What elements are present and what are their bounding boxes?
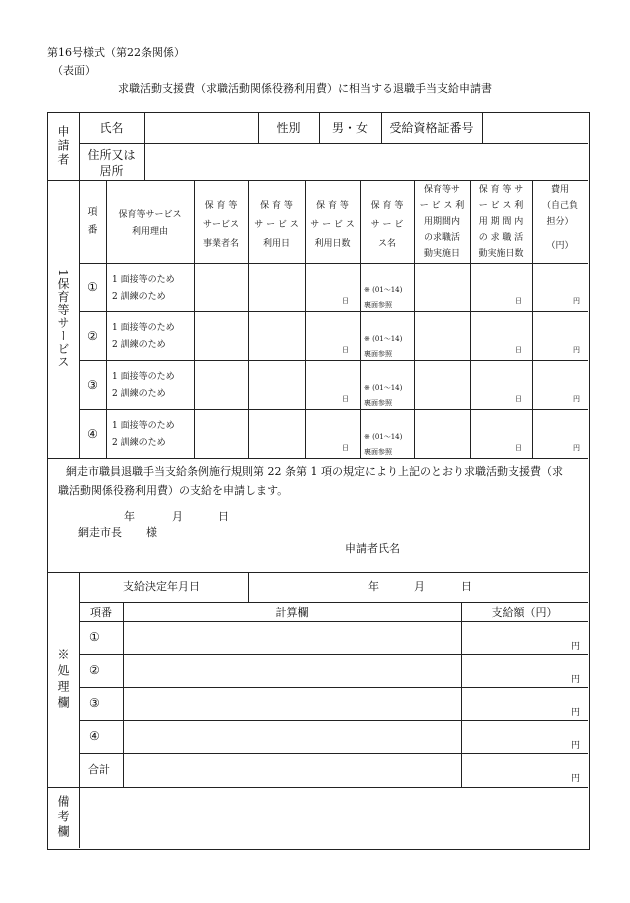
yen-unit: 円 — [571, 741, 581, 751]
row-number: ① — [89, 630, 100, 644]
activity-days-unit: 日 — [515, 297, 522, 305]
gender-label: 性別 — [276, 121, 301, 135]
name-field[interactable] — [145, 113, 257, 142]
header-activity-days: 保 育 等 サ ー ビ ス 利 用 期 間 内 の 求 職 活 動実施日数 — [478, 185, 524, 259]
header-cost: 費用 （自己負 担分） （円） — [541, 185, 578, 251]
row-number: ② — [89, 663, 100, 677]
amount-header: 支給額（円） — [491, 605, 558, 619]
service-name-note: ※ (01～14) 裏面参照 — [364, 433, 403, 456]
yen-unit: 円 — [571, 708, 581, 718]
activity-days-unit: 日 — [515, 395, 522, 403]
days-unit: 日 — [342, 444, 349, 452]
address-field[interactable] — [145, 144, 587, 179]
row-total-label: 合計 — [88, 763, 110, 776]
row-number: ② — [87, 328, 98, 343]
activity-days-unit: 日 — [515, 444, 522, 452]
remarks-field[interactable] — [80, 788, 587, 847]
applicant-section-label: 申請者 — [56, 125, 70, 167]
decision-day: 日 — [461, 580, 472, 593]
decision-year: 年 — [368, 580, 379, 593]
reason-options[interactable]: 1 面接等のため 2 訓練のため — [112, 323, 175, 350]
header-provider: 保 育 等 サービス 事業者名 — [202, 201, 239, 249]
address-label: 住所又は 居所 — [87, 148, 136, 178]
honorific: 様 — [146, 526, 157, 539]
applicant-name-field[interactable] — [412, 538, 582, 560]
applicant-name-label: 申請者氏名 — [345, 542, 400, 555]
decision-month: 月 — [414, 580, 425, 593]
yen-unit: 円 — [571, 675, 581, 685]
days-unit: 日 — [342, 395, 349, 403]
declaration-day: 日 — [218, 510, 229, 523]
gender-options[interactable]: 男・女 — [331, 121, 368, 135]
remarks-section-label: 備考欄 — [56, 795, 70, 840]
yen-unit: 円 — [571, 642, 581, 652]
calc-header: 計算欄 — [275, 605, 309, 619]
days-unit: 日 — [342, 346, 349, 354]
row-number: ④ — [89, 729, 100, 743]
form-number: 第16号様式（第22条関係） — [47, 46, 185, 59]
header-item-no: 項番 — [87, 206, 98, 236]
reason-options[interactable]: 1 面接等のため 2 訓練のため — [112, 275, 175, 302]
header-use-date: 保 育 等 サ ー ビ ス 利用日 — [254, 201, 299, 249]
service-name-note: ※ (01～14) 裏面参照 — [364, 286, 403, 309]
service-name-note: ※ (01～14) 裏面参照 — [364, 384, 403, 407]
qualification-number-label: 受給資格証番号 — [389, 121, 474, 135]
yen-unit: 円 — [573, 395, 580, 403]
row-number: ④ — [87, 426, 98, 441]
header-use-days: 保 育 等 サ ー ビ ス 利用日数 — [310, 201, 355, 249]
decision-date-label: 支給決定年月日 — [123, 580, 200, 593]
days-unit: 日 — [342, 297, 349, 305]
processing-item-no-header: 項番 — [90, 605, 112, 619]
declaration-text: 網走市職員退職手当支給条例施行規則第 22 条第 1 項の規定により上記のとおり求職活動支援費（求 職活動関係役務利用費）の支給を申請します。 — [58, 465, 563, 497]
header-service-name: 保 育 等 サ ー ビ ス名 — [370, 201, 404, 249]
service-name-note: ※ (01～14) 裏面参照 — [364, 335, 403, 358]
row-number: ① — [87, 280, 98, 294]
header-activity-date: 保育等サ ー ビ ス 利 用期間内 の求職活 動実施日 — [419, 185, 465, 259]
page-title: 求職活動支援費（求職活動関係役務利用費）に相当する退職手当支給申請書 — [118, 82, 492, 95]
declaration-year: 年 — [124, 510, 135, 523]
childcare-section-label: 1保育等サービス — [56, 269, 70, 369]
yen-unit: 円 — [573, 444, 580, 452]
header-reason: 保育等サービス 利用理由 — [118, 210, 182, 237]
declaration-month: 月 — [172, 510, 183, 523]
yen-unit: 円 — [571, 774, 581, 784]
side-label: （表面） — [52, 64, 96, 77]
reason-options[interactable]: 1 面接等のため 2 訓練のため — [112, 421, 175, 448]
name-label: 氏名 — [99, 121, 124, 135]
processing-section-label: ※処理欄 — [56, 647, 70, 712]
reason-options[interactable]: 1 面接等のため 2 訓練のため — [112, 372, 175, 399]
yen-unit: 円 — [573, 297, 580, 305]
row-number: ③ — [87, 377, 98, 392]
qualification-number-field[interactable] — [483, 113, 587, 142]
yen-unit: 円 — [573, 346, 580, 354]
row-number: ③ — [89, 696, 100, 710]
addressee: 網走市長 — [78, 526, 122, 539]
activity-days-unit: 日 — [515, 346, 522, 354]
